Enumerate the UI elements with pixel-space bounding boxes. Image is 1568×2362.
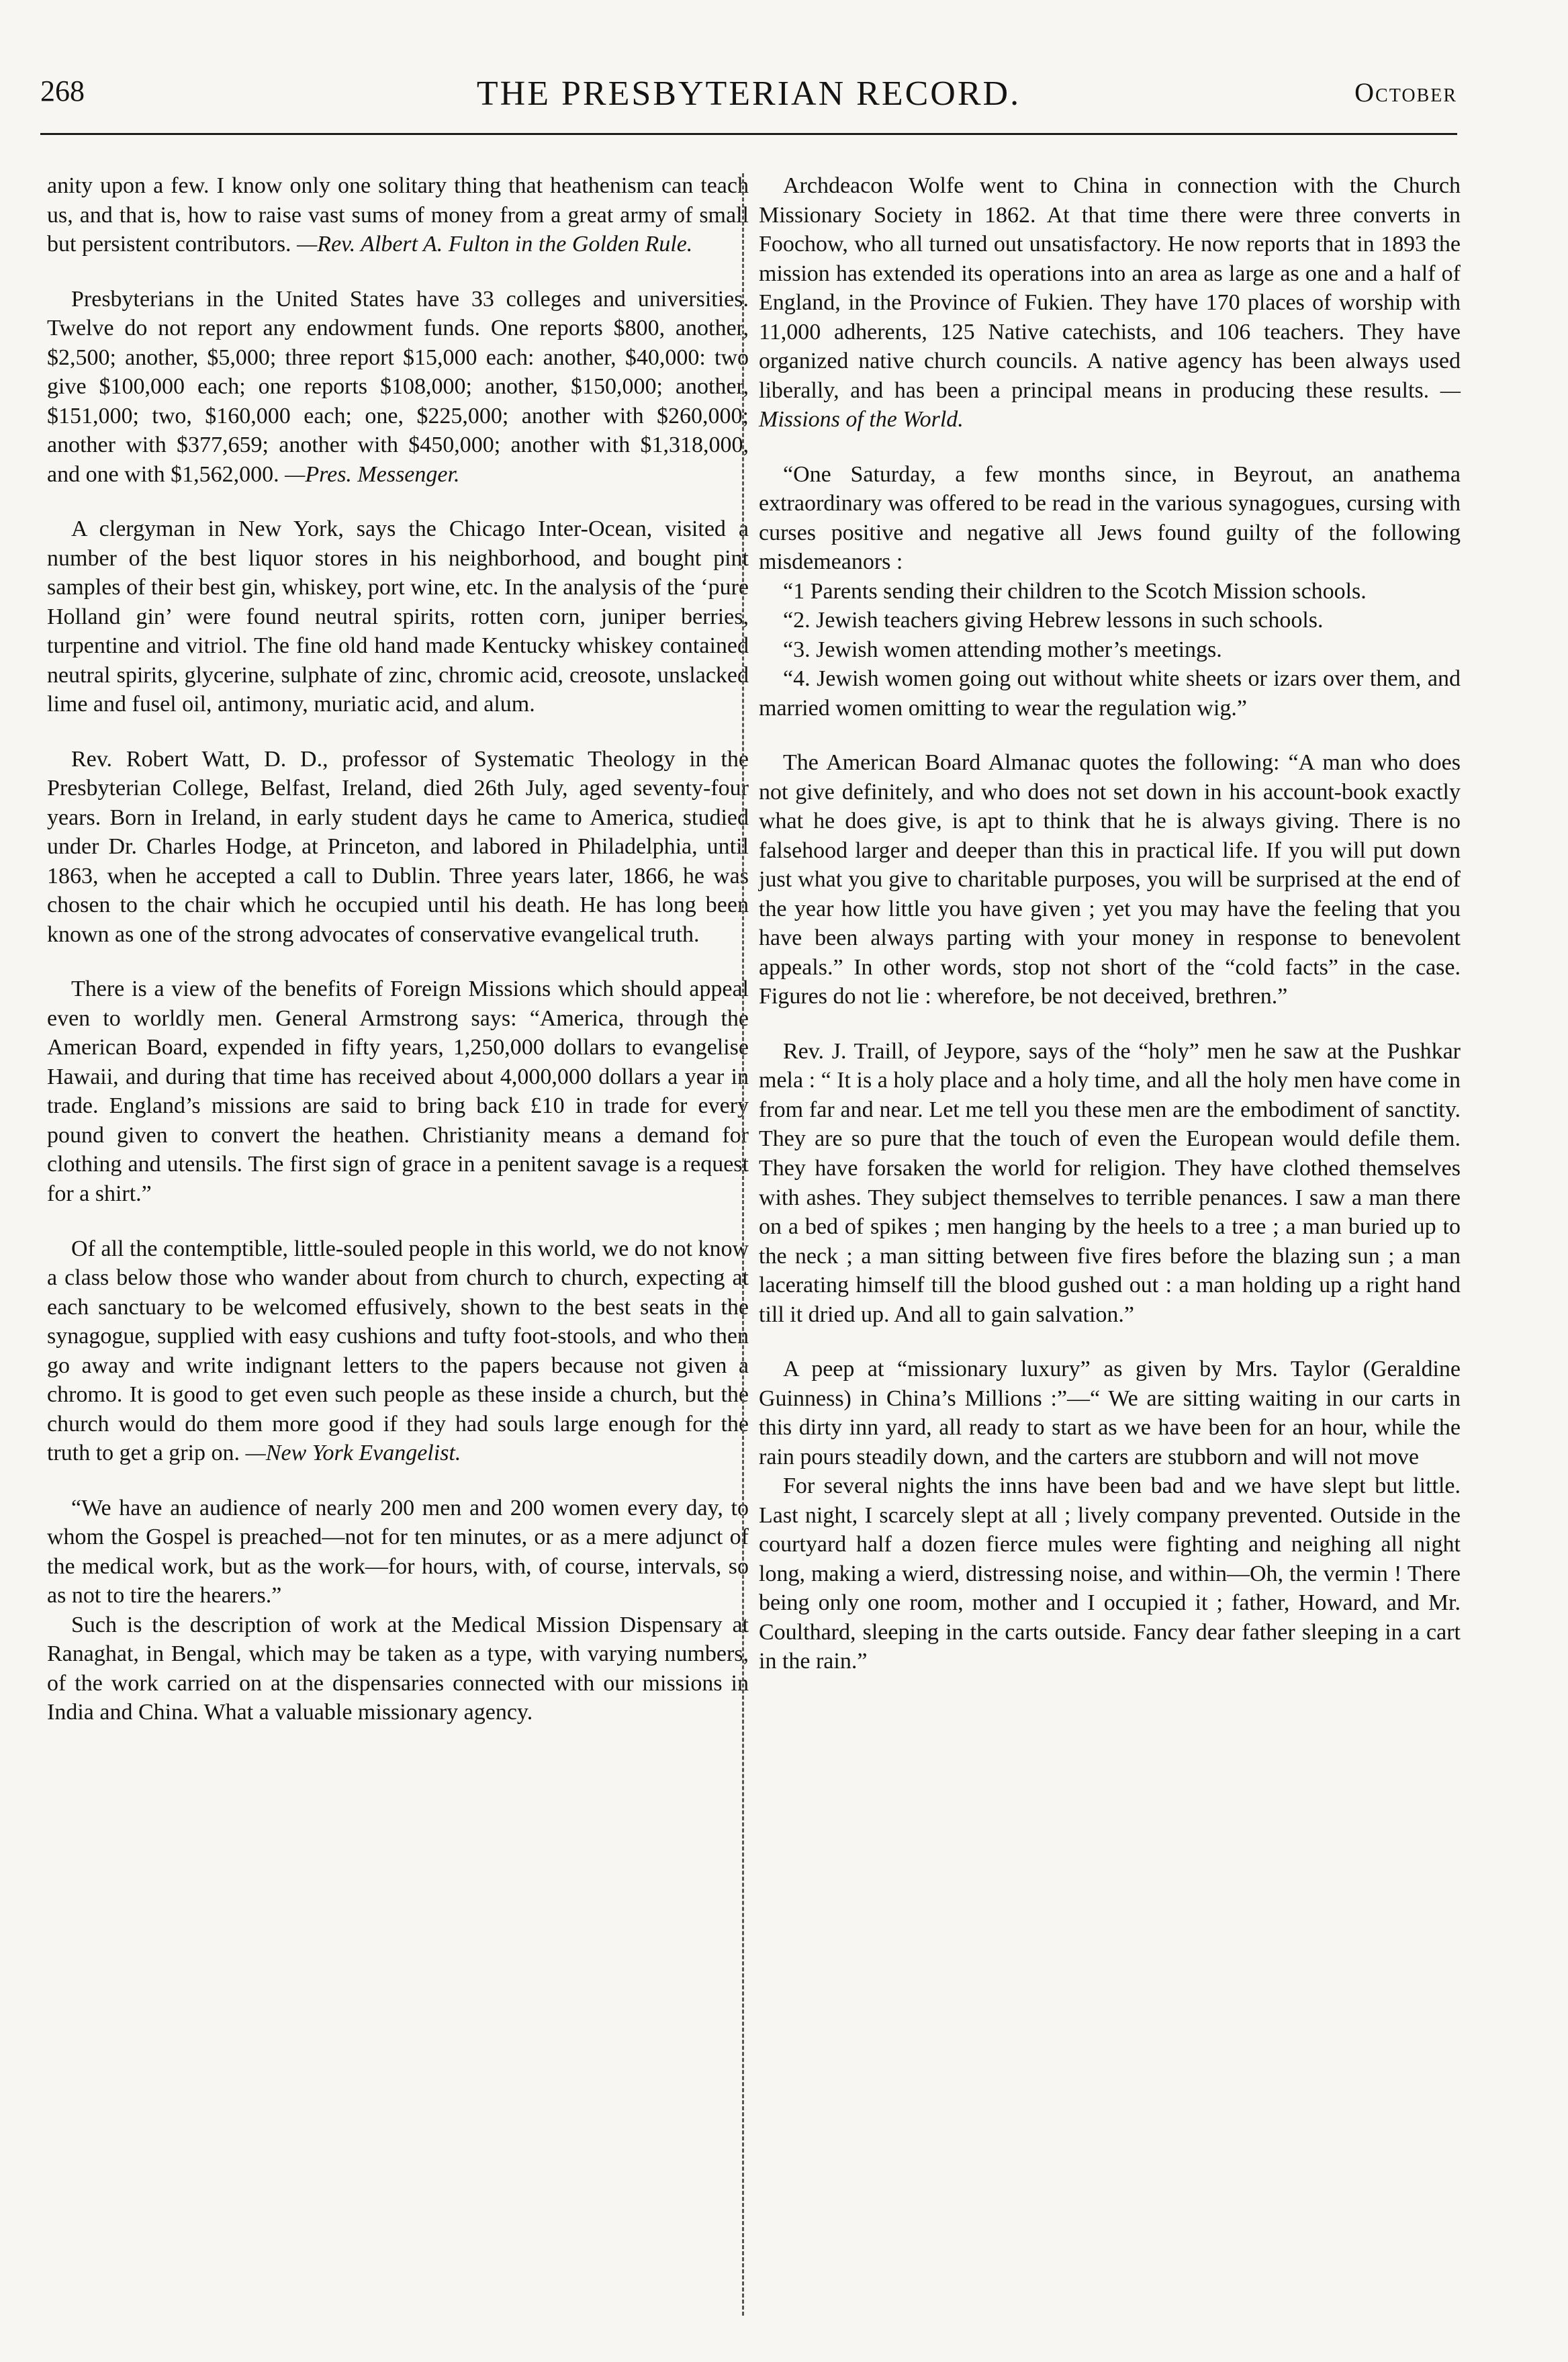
article-american-board-almanac	[759, 748, 1461, 1011]
article-text: A peep at “missionary luxury” as given by Mrs. Taylor (Geraldine Guinness) in China’s Millions :”—“ We are sitting waiting in our carts in this dirty inn yard, all ready to start as we have been for an hour, while the rain pours steadily down, and the carters are stubborn and will not move	[759, 1357, 1461, 1469]
article-foreign-missions	[47, 974, 749, 1208]
article-text: Archdeacon Wolfe went to China in connection with the Church Missionary Society in 1862. At that time there were three converts in Foochow, who all turned out unsatisfactory. He now reports that in 1893 the mission has extended its operations into an area as large as one and a half of England, in the Province of Fukien. They have 170 places of worship with 11,000 adherents, 125 Native catechists, and 106 teachers. They have organized native church councils. A native agency has been always used liberally, and has been a principal means in producing these results.	[759, 173, 1461, 403]
list-item: “2. Jewish teachers giving Hebrew lessons in such schools.	[783, 608, 1324, 633]
article-source: —Rev. Albert A. Fulton in the Golden Rule.	[297, 232, 693, 257]
article-text: Rev. J. Traill, of Jeypore, says of the “holy” men he saw at the Pushkar mela : “ It is a holy place and a holy time, and all the holy men have come in from far and near. Let me tell you these men are the embodiment of sanctity. They are so pure that the touch of even the European would defile them. They have forsaken the world for religion. They have clothed themselves with ashes. They subject themselves to terrible penances. I saw a man there on a bed of spikes ; men hanging by the heels to a tree ; a man buried up to the neck ; a man sitting between five fires before the blazing sun ; a man lacerating himself till the blood gushed out : a man holding up a right hand till it dried up. And all to gain salvation.”	[759, 1038, 1461, 1327]
article-holy-men	[759, 1037, 1461, 1329]
right-column	[759, 171, 1461, 1676]
article-text: Such is the description of work at the Medical Mission Dispensary at Ranaghat, in Bengal, which may be taken as a type, with varying numbers, of the work carried on at the dispensaries connected with our missions in India and China. What a valuable missionary agency.	[47, 1612, 749, 1725]
article-text: There is a view of the benefits of Foreign Missions which should appeal even to worldly men. General Armstrong says: “America, through the American Board, expended in fifty years, 1,250,000 dollars to evangelise Hawaii, and during that time has received about 4,000,000 dollars a year in trade. England’s missions are said to bring back £10 in trade for every pound given to convert the heathen. Christianity means a demand for clothing and utensils. The first sign of grace in a penitent savage is a request for a shirt.”	[47, 976, 749, 1206]
article-text: “One Saturday, a few months since, in Beyrout, an anathema extraordinary was offered to be read in the various synagogues, cursing with curses positive and negative all Jews found guilty of the following misdemeanors :	[759, 461, 1461, 575]
left-column	[47, 171, 749, 1727]
article-text: Of all the contemptible, little-souled people in this world, we do not know a class below those who wander about from church to church, expecting at each sanctuary to be welcomed effusively, shown to the best seats in the synagogue, supplied with easy cushions and tufty foot-stools, and who then go away and write indignant letters to the papers because not given a chromo. It is good to get even such people as these inside a church, but the church would do them more good if they had souls large enough for the truth to get a grip on.	[47, 1236, 749, 1466]
article-text: The American Board Almanac quotes the following: “A man who does not give definitely, and who does not set down in his account-book exactly what he does give, is apt to think that he is always giving. There is no falsehood larger and deeper than this in practical life. If you will put down just what you give to charitable purposes, you will be surprised at the end of the year how little you have given ; yet you may have the feeling that you have been always parting with your money in response to benevolent appeals.” In other words, stop not short of the “cold facts” in the case. Figures do not lie : wherefore, be not deceived, brethren.”	[759, 750, 1461, 1009]
list-item: “1 Parents sending their children to the Scotch Mission schools.	[783, 578, 1367, 604]
column-divider	[742, 173, 744, 2316]
article-text: anity upon a few. I know only one solitary thing that heathenism can teach us, and that is, how to raise vast sums of money from a great army of small but persistent contributors.	[47, 173, 749, 257]
article-text: A clergyman in New York, says the Chicago Inter-Ocean, visited a number of the best liquor stores in his neighborhood, and bought pint samples of their best gin, whiskey, port wine, etc. In the analysis of the ‘pure Holland gin’ were found neutral spirits, rotten corn, juniper berries, turpentine and vitriol. The fine old hand made Kentucky whiskey contained neutral spirits, glycerine, sulphate of zinc, chromic acid, creosote, unslacked lime and fusel oil, antimony, muriatic acid, and alum.	[47, 516, 749, 717]
article-presbyterian-colleges	[47, 285, 749, 490]
article-archdeacon-wolfe	[759, 171, 1461, 435]
page-header	[40, 74, 1457, 134]
article-missionary-luxury	[759, 1355, 1461, 1676]
journal-title: THE PRESBYTERIAN RECORD.	[476, 75, 1021, 113]
article-medical-mission	[47, 1494, 749, 1727]
article-source: —Missions of the World.	[759, 377, 1461, 433]
article-source: —Pres. Messenger.	[285, 461, 460, 487]
article-beyrout-anathema	[759, 460, 1461, 723]
article-robert-watt	[47, 745, 749, 950]
article-source: —New York Evangelist.	[245, 1441, 461, 1466]
header-rule	[40, 133, 1457, 135]
article-liquor-analysis	[47, 514, 749, 719]
article-text: Rev. Robert Watt, D. D., professor of Systematic Theology in the Presbyterian College, Belfast, Ireland, died 26th July, aged seventy-four years. Born in Ireland, in early student days he came to America, studied under Dr. Charles Hodge, at Princeton, and labored in Philadelphia, until 1863, when he accepted a call to Dublin. Three years later, 1866, he was chosen to the chair which he occupied until his death. He has long been known as one of the strong advocates of conservative evangelical truth.	[47, 746, 749, 947]
list-item: “3. Jewish women attending mother’s meetings.	[783, 637, 1222, 662]
issue-month: October	[1354, 77, 1457, 107]
article-text: For several nights the inns have been bad and we have slept but little. Last night, I scarcely slept at all ; lively company prevented. Outside in the courtyard half a dozen fierce mules were fighting and neighing all night long, making a wierd, distressing noise, and within—Oh, the vermin ! There being only one room, mother and I occupied it ; father, Howard, and Mr. Coulthard, sleeping in the carts outside. Fancy dear father sleeping in a cart in the rain.”	[759, 1473, 1461, 1674]
list-item: “4. Jewish women going out without white sheets or izars over them, and married women omitting to wear the regulation wig.”	[759, 666, 1461, 721]
article-fulton	[47, 171, 749, 259]
article-text: “We have an audience of nearly 200 men and 200 women every day, to whom the Gospel is preached—not for ten minutes, or as a mere adjunct of the medical work, but as the work—for hours, with, of course, intervals, so as not to tire the hearers.”	[47, 1495, 749, 1608]
article-church-wanderers	[47, 1234, 749, 1468]
page-number: 268	[40, 75, 85, 107]
article-text: Presbyterians in the United States have 33 colleges and universities. Twelve do not report any endowment funds. One reports $800, another, $2,500; another, $5,000; three report $15,000 each: another, $40,000: two give $100,000 each; one reports $108,000; another, $150,000; another, $151,000; two, $160,000 each; one, $225,000; another with $260,000; another with $377,659; another with $450,000; another with $1,318,000, and one with $1,562,000.	[47, 286, 749, 487]
